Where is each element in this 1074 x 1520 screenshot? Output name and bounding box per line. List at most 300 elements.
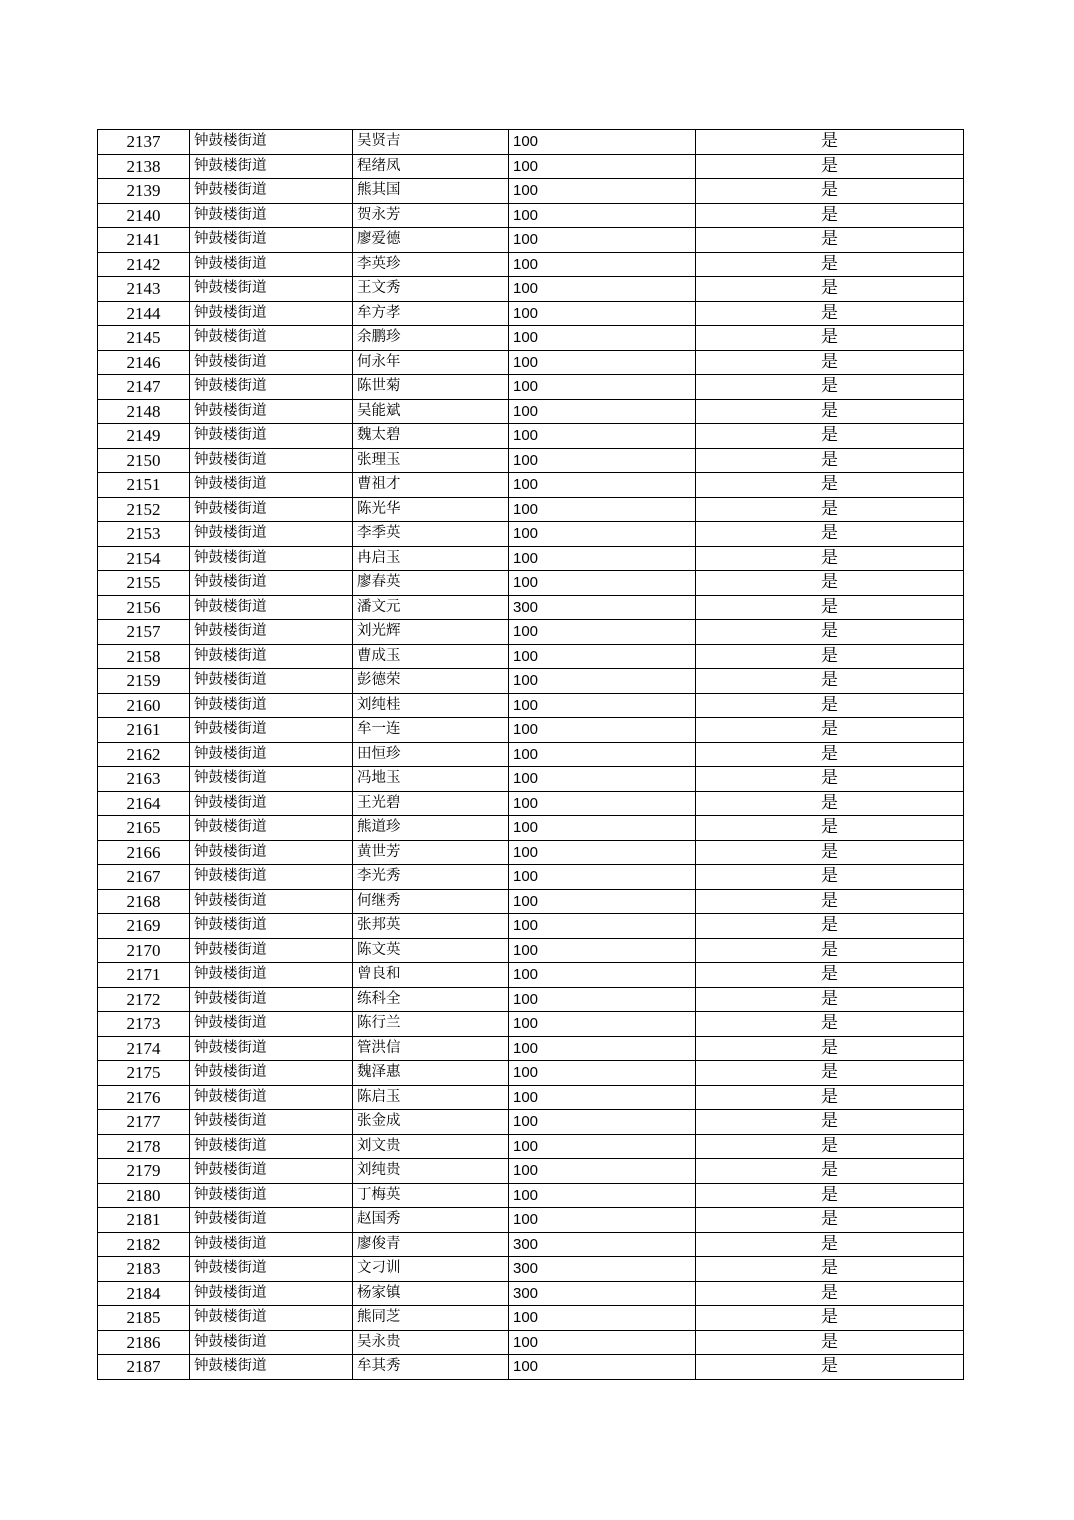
name-cell: 李光秀 xyxy=(353,865,509,890)
name-cell: 曹祖才 xyxy=(353,473,509,498)
flag-cell: 是 xyxy=(696,644,964,669)
street-cell: 钟鼓楼街道 xyxy=(190,399,353,424)
amount-cell: 100 xyxy=(509,865,696,890)
street-cell: 钟鼓楼街道 xyxy=(190,1183,353,1208)
row-number-cell: 2178 xyxy=(98,1134,190,1159)
name-cell: 程绪凤 xyxy=(353,154,509,179)
table-body xyxy=(98,130,964,1380)
flag-cell: 是 xyxy=(696,816,964,841)
name-cell: 潘文元 xyxy=(353,595,509,620)
amount-cell: 100 xyxy=(509,1110,696,1135)
name-cell: 曹成玉 xyxy=(353,644,509,669)
name-cell: 张理玉 xyxy=(353,448,509,473)
name-cell: 张金成 xyxy=(353,1110,509,1135)
row-number-cell: 2167 xyxy=(98,865,190,890)
flag-cell: 是 xyxy=(696,1355,964,1380)
street-cell: 钟鼓楼街道 xyxy=(190,1232,353,1257)
flag-cell: 是 xyxy=(696,865,964,890)
street-cell: 钟鼓楼街道 xyxy=(190,620,353,645)
street-cell: 钟鼓楼街道 xyxy=(190,571,353,596)
street-cell: 钟鼓楼街道 xyxy=(190,546,353,571)
table-row xyxy=(98,816,964,841)
row-number-cell: 2180 xyxy=(98,1183,190,1208)
row-number-cell: 2184 xyxy=(98,1281,190,1306)
flag-cell: 是 xyxy=(696,1012,964,1037)
name-cell: 黄世芳 xyxy=(353,840,509,865)
table-row xyxy=(98,571,964,596)
amount-cell: 100 xyxy=(509,1085,696,1110)
street-cell: 钟鼓楼街道 xyxy=(190,252,353,277)
row-number-cell: 2164 xyxy=(98,791,190,816)
row-number-cell: 2148 xyxy=(98,399,190,424)
flag-cell: 是 xyxy=(696,718,964,743)
flag-cell: 是 xyxy=(696,130,964,155)
amount-cell: 100 xyxy=(509,693,696,718)
name-cell: 何永年 xyxy=(353,350,509,375)
row-number-cell: 2145 xyxy=(98,326,190,351)
table-row xyxy=(98,1061,964,1086)
row-number-cell: 2162 xyxy=(98,742,190,767)
name-cell: 刘文贵 xyxy=(353,1134,509,1159)
row-number-cell: 2172 xyxy=(98,987,190,1012)
street-cell: 钟鼓楼街道 xyxy=(190,865,353,890)
table-row xyxy=(98,1183,964,1208)
flag-cell: 是 xyxy=(696,203,964,228)
street-cell: 钟鼓楼街道 xyxy=(190,350,353,375)
street-cell: 钟鼓楼街道 xyxy=(190,791,353,816)
table-row xyxy=(98,424,964,449)
row-number-cell: 2137 xyxy=(98,130,190,155)
row-number-cell: 2185 xyxy=(98,1306,190,1331)
amount-cell: 100 xyxy=(509,914,696,939)
name-cell: 魏太碧 xyxy=(353,424,509,449)
name-cell: 陈世菊 xyxy=(353,375,509,400)
data-table xyxy=(97,129,964,1380)
name-cell: 熊其国 xyxy=(353,179,509,204)
amount-cell: 100 xyxy=(509,889,696,914)
flag-cell: 是 xyxy=(696,669,964,694)
amount-cell: 300 xyxy=(509,1257,696,1282)
street-cell: 钟鼓楼街道 xyxy=(190,203,353,228)
row-number-cell: 2151 xyxy=(98,473,190,498)
street-cell: 钟鼓楼街道 xyxy=(190,1208,353,1233)
flag-cell: 是 xyxy=(696,767,964,792)
flag-cell: 是 xyxy=(696,1036,964,1061)
name-cell: 练科全 xyxy=(353,987,509,1012)
amount-cell: 100 xyxy=(509,277,696,302)
row-number-cell: 2158 xyxy=(98,644,190,669)
amount-cell: 100 xyxy=(509,1355,696,1380)
flag-cell: 是 xyxy=(696,1085,964,1110)
flag-cell: 是 xyxy=(696,473,964,498)
street-cell: 钟鼓楼街道 xyxy=(190,938,353,963)
amount-cell: 100 xyxy=(509,791,696,816)
row-number-cell: 2168 xyxy=(98,889,190,914)
amount-cell: 100 xyxy=(509,301,696,326)
name-cell: 牟一连 xyxy=(353,718,509,743)
name-cell: 吴永贵 xyxy=(353,1330,509,1355)
row-number-cell: 2174 xyxy=(98,1036,190,1061)
table-row xyxy=(98,987,964,1012)
name-cell: 陈启玉 xyxy=(353,1085,509,1110)
street-cell: 钟鼓楼街道 xyxy=(190,326,353,351)
flag-cell: 是 xyxy=(696,693,964,718)
street-cell: 钟鼓楼街道 xyxy=(190,1306,353,1331)
table-row xyxy=(98,963,964,988)
amount-cell: 100 xyxy=(509,375,696,400)
street-cell: 钟鼓楼街道 xyxy=(190,644,353,669)
flag-cell: 是 xyxy=(696,742,964,767)
street-cell: 钟鼓楼街道 xyxy=(190,1330,353,1355)
table-row xyxy=(98,595,964,620)
amount-cell: 100 xyxy=(509,130,696,155)
row-number-cell: 2177 xyxy=(98,1110,190,1135)
flag-cell: 是 xyxy=(696,154,964,179)
row-number-cell: 2157 xyxy=(98,620,190,645)
street-cell: 钟鼓楼街道 xyxy=(190,1036,353,1061)
table-row xyxy=(98,546,964,571)
name-cell: 刘纯桂 xyxy=(353,693,509,718)
street-cell: 钟鼓楼街道 xyxy=(190,1110,353,1135)
table-row xyxy=(98,497,964,522)
name-cell: 文刁训 xyxy=(353,1257,509,1282)
name-cell: 王光碧 xyxy=(353,791,509,816)
table-row xyxy=(98,1134,964,1159)
table-row xyxy=(98,669,964,694)
street-cell: 钟鼓楼街道 xyxy=(190,1355,353,1380)
amount-cell: 100 xyxy=(509,546,696,571)
street-cell: 钟鼓楼街道 xyxy=(190,889,353,914)
table-row xyxy=(98,1330,964,1355)
street-cell: 钟鼓楼街道 xyxy=(190,1012,353,1037)
flag-cell: 是 xyxy=(696,277,964,302)
street-cell: 钟鼓楼街道 xyxy=(190,375,353,400)
flag-cell: 是 xyxy=(696,424,964,449)
flag-cell: 是 xyxy=(696,963,964,988)
flag-cell: 是 xyxy=(696,350,964,375)
flag-cell: 是 xyxy=(696,1330,964,1355)
table-row xyxy=(98,1306,964,1331)
name-cell: 廖俊青 xyxy=(353,1232,509,1257)
row-number-cell: 2155 xyxy=(98,571,190,596)
amount-cell: 100 xyxy=(509,203,696,228)
street-cell: 钟鼓楼街道 xyxy=(190,179,353,204)
row-number-cell: 2176 xyxy=(98,1085,190,1110)
row-number-cell: 2170 xyxy=(98,938,190,963)
row-number-cell: 2161 xyxy=(98,718,190,743)
street-cell: 钟鼓楼街道 xyxy=(190,448,353,473)
street-cell: 钟鼓楼街道 xyxy=(190,1061,353,1086)
table-row xyxy=(98,1085,964,1110)
table-row xyxy=(98,203,964,228)
row-number-cell: 2169 xyxy=(98,914,190,939)
flag-cell: 是 xyxy=(696,889,964,914)
amount-cell: 100 xyxy=(509,938,696,963)
amount-cell: 300 xyxy=(509,1232,696,1257)
amount-cell: 100 xyxy=(509,1183,696,1208)
amount-cell: 100 xyxy=(509,1012,696,1037)
amount-cell: 100 xyxy=(509,350,696,375)
row-number-cell: 2165 xyxy=(98,816,190,841)
name-cell: 李英珍 xyxy=(353,252,509,277)
street-cell: 钟鼓楼街道 xyxy=(190,228,353,253)
name-cell: 廖春英 xyxy=(353,571,509,596)
flag-cell: 是 xyxy=(696,938,964,963)
flag-cell: 是 xyxy=(696,914,964,939)
table-row xyxy=(98,179,964,204)
table-row xyxy=(98,1232,964,1257)
row-number-cell: 2160 xyxy=(98,693,190,718)
amount-cell: 100 xyxy=(509,179,696,204)
table-row xyxy=(98,865,964,890)
row-number-cell: 2153 xyxy=(98,522,190,547)
table-row xyxy=(98,154,964,179)
street-cell: 钟鼓楼街道 xyxy=(190,718,353,743)
name-cell: 吴贤吉 xyxy=(353,130,509,155)
row-number-cell: 2173 xyxy=(98,1012,190,1037)
name-cell: 何继秀 xyxy=(353,889,509,914)
street-cell: 钟鼓楼街道 xyxy=(190,767,353,792)
amount-cell: 300 xyxy=(509,1281,696,1306)
row-number-cell: 2150 xyxy=(98,448,190,473)
flag-cell: 是 xyxy=(696,1134,964,1159)
row-number-cell: 2175 xyxy=(98,1061,190,1086)
flag-cell: 是 xyxy=(696,987,964,1012)
name-cell: 陈光华 xyxy=(353,497,509,522)
table-row xyxy=(98,326,964,351)
amount-cell: 100 xyxy=(509,448,696,473)
row-number-cell: 2143 xyxy=(98,277,190,302)
table-row xyxy=(98,791,964,816)
amount-cell: 100 xyxy=(509,399,696,424)
street-cell: 钟鼓楼街道 xyxy=(190,840,353,865)
flag-cell: 是 xyxy=(696,497,964,522)
row-number-cell: 2186 xyxy=(98,1330,190,1355)
table-row xyxy=(98,693,964,718)
row-number-cell: 2147 xyxy=(98,375,190,400)
table-row xyxy=(98,399,964,424)
street-cell: 钟鼓楼街道 xyxy=(190,742,353,767)
amount-cell: 100 xyxy=(509,718,696,743)
row-number-cell: 2149 xyxy=(98,424,190,449)
row-number-cell: 2144 xyxy=(98,301,190,326)
amount-cell: 100 xyxy=(509,1208,696,1233)
name-cell: 冉启玉 xyxy=(353,546,509,571)
flag-cell: 是 xyxy=(696,522,964,547)
row-number-cell: 2154 xyxy=(98,546,190,571)
flag-cell: 是 xyxy=(696,301,964,326)
table-row xyxy=(98,938,964,963)
flag-cell: 是 xyxy=(696,595,964,620)
table-row xyxy=(98,742,964,767)
street-cell: 钟鼓楼街道 xyxy=(190,693,353,718)
flag-cell: 是 xyxy=(696,179,964,204)
amount-cell: 100 xyxy=(509,1330,696,1355)
row-number-cell: 2166 xyxy=(98,840,190,865)
amount-cell: 100 xyxy=(509,522,696,547)
name-cell: 赵国秀 xyxy=(353,1208,509,1233)
amount-cell: 100 xyxy=(509,620,696,645)
name-cell: 余鹏珍 xyxy=(353,326,509,351)
flag-cell: 是 xyxy=(696,1257,964,1282)
table-row xyxy=(98,1159,964,1184)
flag-cell: 是 xyxy=(696,1306,964,1331)
amount-cell: 100 xyxy=(509,767,696,792)
name-cell: 牟方孝 xyxy=(353,301,509,326)
street-cell: 钟鼓楼街道 xyxy=(190,669,353,694)
table-row xyxy=(98,130,964,155)
flag-cell: 是 xyxy=(696,1159,964,1184)
street-cell: 钟鼓楼街道 xyxy=(190,987,353,1012)
street-cell: 钟鼓楼街道 xyxy=(190,473,353,498)
flag-cell: 是 xyxy=(696,1110,964,1135)
table-row xyxy=(98,375,964,400)
amount-cell: 100 xyxy=(509,840,696,865)
name-cell: 李季英 xyxy=(353,522,509,547)
amount-cell: 100 xyxy=(509,963,696,988)
row-number-cell: 2146 xyxy=(98,350,190,375)
flag-cell: 是 xyxy=(696,620,964,645)
flag-cell: 是 xyxy=(696,1183,964,1208)
row-number-cell: 2142 xyxy=(98,252,190,277)
row-number-cell: 2179 xyxy=(98,1159,190,1184)
row-number-cell: 2141 xyxy=(98,228,190,253)
amount-cell: 100 xyxy=(509,497,696,522)
row-number-cell: 2181 xyxy=(98,1208,190,1233)
name-cell: 陈文英 xyxy=(353,938,509,963)
amount-cell: 100 xyxy=(509,987,696,1012)
flag-cell: 是 xyxy=(696,252,964,277)
row-number-cell: 2152 xyxy=(98,497,190,522)
table-row xyxy=(98,1036,964,1061)
name-cell: 田恒珍 xyxy=(353,742,509,767)
table-row xyxy=(98,889,964,914)
table-row xyxy=(98,1281,964,1306)
name-cell: 丁梅英 xyxy=(353,1183,509,1208)
name-cell: 王文秀 xyxy=(353,277,509,302)
name-cell: 管洪信 xyxy=(353,1036,509,1061)
row-number-cell: 2138 xyxy=(98,154,190,179)
flag-cell: 是 xyxy=(696,399,964,424)
name-cell: 彭德荣 xyxy=(353,669,509,694)
table-row xyxy=(98,840,964,865)
amount-cell: 100 xyxy=(509,228,696,253)
amount-cell: 100 xyxy=(509,742,696,767)
street-cell: 钟鼓楼街道 xyxy=(190,154,353,179)
flag-cell: 是 xyxy=(696,546,964,571)
street-cell: 钟鼓楼街道 xyxy=(190,595,353,620)
street-cell: 钟鼓楼街道 xyxy=(190,522,353,547)
row-number-cell: 2187 xyxy=(98,1355,190,1380)
amount-cell: 100 xyxy=(509,424,696,449)
name-cell: 曾良和 xyxy=(353,963,509,988)
table-row xyxy=(98,252,964,277)
table-row xyxy=(98,1012,964,1037)
street-cell: 钟鼓楼街道 xyxy=(190,914,353,939)
name-cell: 陈行兰 xyxy=(353,1012,509,1037)
flag-cell: 是 xyxy=(696,1061,964,1086)
street-cell: 钟鼓楼街道 xyxy=(190,277,353,302)
table-row xyxy=(98,522,964,547)
amount-cell: 100 xyxy=(509,669,696,694)
flag-cell: 是 xyxy=(696,1232,964,1257)
street-cell: 钟鼓楼街道 xyxy=(190,963,353,988)
amount-cell: 100 xyxy=(509,816,696,841)
table-row xyxy=(98,914,964,939)
table-row xyxy=(98,277,964,302)
row-number-cell: 2139 xyxy=(98,179,190,204)
amount-cell: 100 xyxy=(509,571,696,596)
street-cell: 钟鼓楼街道 xyxy=(190,497,353,522)
flag-cell: 是 xyxy=(696,1208,964,1233)
row-number-cell: 2182 xyxy=(98,1232,190,1257)
name-cell: 贺永芳 xyxy=(353,203,509,228)
name-cell: 张邦英 xyxy=(353,914,509,939)
street-cell: 钟鼓楼街道 xyxy=(190,1281,353,1306)
name-cell: 熊道珍 xyxy=(353,816,509,841)
name-cell: 吴能斌 xyxy=(353,399,509,424)
table-row xyxy=(98,301,964,326)
table-row xyxy=(98,1110,964,1135)
table-row xyxy=(98,228,964,253)
flag-cell: 是 xyxy=(696,375,964,400)
table-row xyxy=(98,448,964,473)
street-cell: 钟鼓楼街道 xyxy=(190,1257,353,1282)
street-cell: 钟鼓楼街道 xyxy=(190,1134,353,1159)
name-cell: 牟其秀 xyxy=(353,1355,509,1380)
flag-cell: 是 xyxy=(696,571,964,596)
table-row xyxy=(98,718,964,743)
name-cell: 魏泽惠 xyxy=(353,1061,509,1086)
name-cell: 刘纯贵 xyxy=(353,1159,509,1184)
table-row xyxy=(98,1208,964,1233)
street-cell: 钟鼓楼街道 xyxy=(190,816,353,841)
row-number-cell: 2171 xyxy=(98,963,190,988)
street-cell: 钟鼓楼街道 xyxy=(190,1085,353,1110)
amount-cell: 100 xyxy=(509,1036,696,1061)
row-number-cell: 2159 xyxy=(98,669,190,694)
amount-cell: 100 xyxy=(509,473,696,498)
row-number-cell: 2183 xyxy=(98,1257,190,1282)
flag-cell: 是 xyxy=(696,791,964,816)
amount-cell: 100 xyxy=(509,154,696,179)
amount-cell: 100 xyxy=(509,326,696,351)
name-cell: 刘光辉 xyxy=(353,620,509,645)
street-cell: 钟鼓楼街道 xyxy=(190,424,353,449)
table-row xyxy=(98,620,964,645)
row-number-cell: 2156 xyxy=(98,595,190,620)
name-cell: 冯地玉 xyxy=(353,767,509,792)
amount-cell: 100 xyxy=(509,1306,696,1331)
table-row xyxy=(98,350,964,375)
flag-cell: 是 xyxy=(696,448,964,473)
table-row xyxy=(98,473,964,498)
flag-cell: 是 xyxy=(696,1281,964,1306)
amount-cell: 100 xyxy=(509,1134,696,1159)
amount-cell: 100 xyxy=(509,252,696,277)
table-row xyxy=(98,1257,964,1282)
flag-cell: 是 xyxy=(696,840,964,865)
street-cell: 钟鼓楼街道 xyxy=(190,1159,353,1184)
amount-cell: 300 xyxy=(509,595,696,620)
row-number-cell: 2163 xyxy=(98,767,190,792)
flag-cell: 是 xyxy=(696,228,964,253)
flag-cell: 是 xyxy=(696,326,964,351)
row-number-cell: 2140 xyxy=(98,203,190,228)
amount-cell: 100 xyxy=(509,1159,696,1184)
name-cell: 熊同芝 xyxy=(353,1306,509,1331)
amount-cell: 100 xyxy=(509,644,696,669)
